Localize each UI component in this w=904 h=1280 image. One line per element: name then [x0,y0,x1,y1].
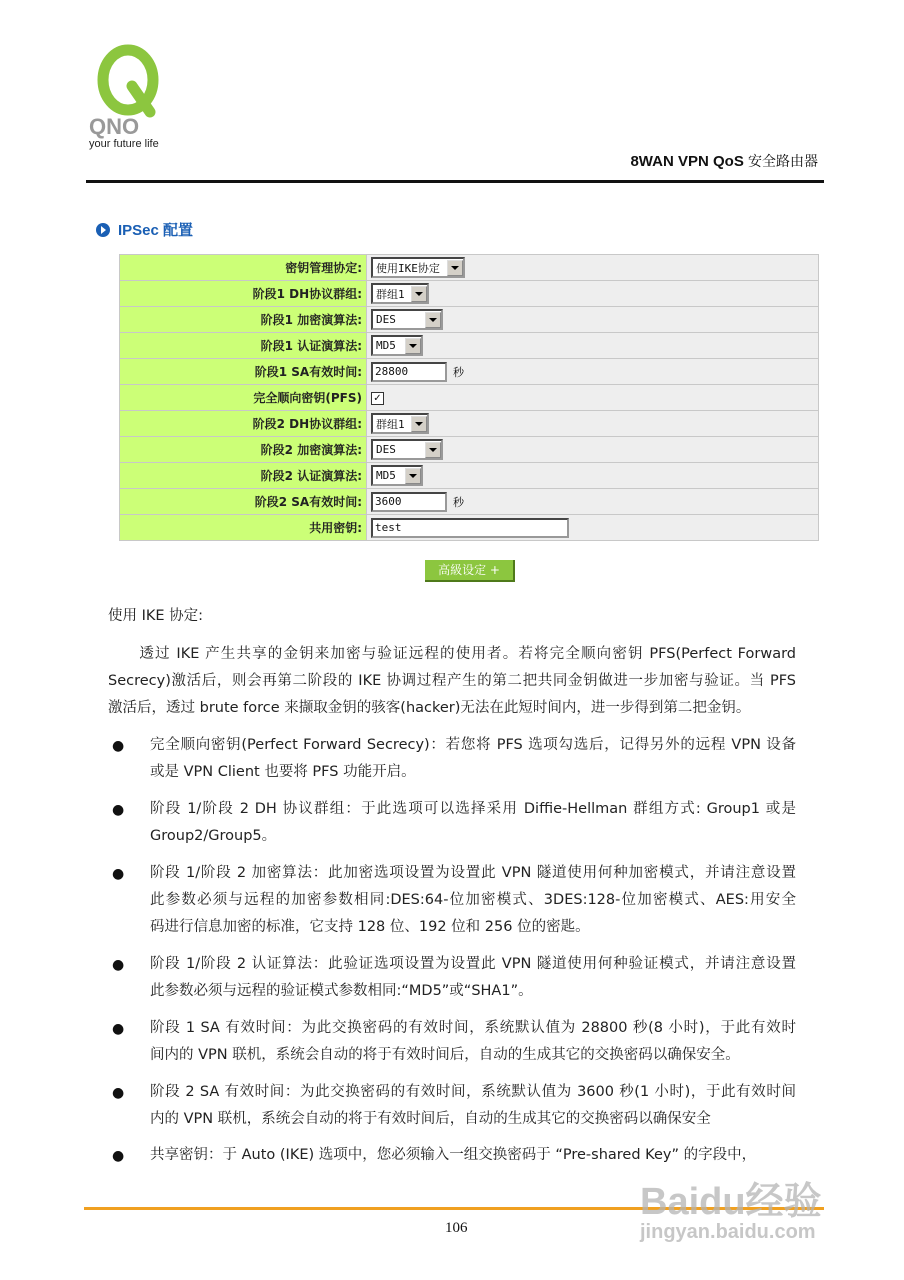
config-row [120,437,819,463]
select-value: 使用IKE协定 [376,261,440,275]
product-name: 8WAN VPN QoS [630,153,744,170]
config-value [367,411,819,437]
config-value [367,437,819,463]
config-row [120,255,819,281]
bullet-line: 完全顺向密钥(Perfect Forward Secrecy)：若您将 PFS 选项勾选后，记得另外的远程 VPN 设备 [150,737,796,753]
config-row [120,411,819,437]
config-value [367,385,819,411]
ipsec-config-table [119,254,819,541]
section-title: IPSec 配置 [118,222,194,239]
bullet-line: 此参数必须与远程的验证模式参数相同:“MD5”或“SHA1”。 [150,983,533,999]
select-value: MD5 [376,469,396,482]
bullet-item [150,1079,796,1133]
config-value [367,515,819,541]
config-value [367,307,819,333]
select-value: DES [376,313,396,326]
config-label: 完全顺向密钥(PFS) [120,385,367,411]
config-row [120,515,819,541]
bullet-item [150,860,796,941]
product-title [630,151,818,171]
config-label: 阶段1 加密演算法: [120,307,367,333]
watermark-url: jingyan.baidu.com [640,1221,816,1243]
config-select[interactable] [371,257,465,278]
paragraph-line: Secrecy)激活后，则会再第二阶段的 IKE 协调过程产生的第二把共同金钥做进一步加密与验证。当 PFS [108,673,796,689]
bullet-line: 阶段 1/阶段 2 DH 协议群组：于此选项可以选择采用 Diffie-Hellman 群组方式: Group1 或是 [150,801,796,817]
unit-label: 秒 [453,365,464,379]
unit-label: 秒 [453,495,464,509]
config-select[interactable] [371,465,423,486]
chevron-down-icon[interactable] [425,312,441,328]
bullet-icon: ● [112,1148,125,1164]
logo-tagline: your future life [89,138,159,150]
config-label: 阶段2 加密演算法: [120,437,367,463]
baidu-watermark [640,1170,822,1244]
config-row [120,359,819,385]
select-value: 群组1 [376,287,405,301]
bullet-line: Group2/Group5。 [150,828,277,844]
config-select[interactable] [371,413,429,434]
chevron-down-icon[interactable] [411,286,427,302]
heading-text: 使用 IKE 协定: [108,608,204,624]
bullet-item [150,796,796,850]
bullet-icon: ● [112,738,125,754]
config-row [120,333,819,359]
config-label: 阶段2 SA有效时间: [120,489,367,515]
config-label: 阶段2 DH协议群组: [120,411,367,437]
config-value [367,463,819,489]
config-label: 阶段2 认证演算法: [120,463,367,489]
intro-paragraph [108,641,796,722]
bullet-item [150,1015,796,1069]
bullet-icon: ● [112,866,125,882]
config-value [367,489,819,515]
config-row [120,489,819,515]
config-input[interactable]: test [371,518,569,538]
bullet-line: 此参数必须与远程的加密参数相同:DES:64-位加密模式、3DES:128-位加密模式、AES:用安全 [150,892,796,908]
bullet-line: 共享密钥：于 Auto (IKE) 选项中，您必须输入一组交换密码于 “Pre-shared Key” 的字段中， [150,1147,757,1163]
bullet-line: 阶段 1/阶段 2 认证算法：此验证选项设置为设置此 VPN 隧道使用何种验证模式，并请注意设置 [150,956,796,972]
select-value: 群组1 [376,417,405,431]
bullet-item [150,1142,796,1169]
bullet-line: 或是 VPN Client 也要将 PFS 功能开启。 [150,764,416,780]
header-rule [86,180,824,183]
config-value [367,255,819,281]
config-value [367,359,819,385]
paragraph-line: 激活后，透过 brute force 来撷取金钥的骇客(hacker)无法在此短时间内，进一步得到第二把金钥。 [108,700,751,716]
config-row [120,307,819,333]
svg-text:QNO: QNO [89,114,140,139]
watermark-brand: Baidu经验 [640,1181,822,1223]
config-label: 阶段1 DH协议群组: [120,281,367,307]
chevron-down-icon[interactable] [447,260,463,276]
product-name-cn: 安全路由器 [748,153,818,169]
config-label: 阶段1 认证演算法: [120,333,367,359]
bullet-icon: ● [112,802,125,818]
config-select[interactable] [371,335,423,356]
bullet-item [150,732,796,786]
config-label: 共用密钥: [120,515,367,541]
config-row [120,463,819,489]
pfs-checkbox[interactable]: ✓ [371,392,384,405]
bullet-item [150,951,796,1005]
config-value [367,281,819,307]
config-label: 阶段1 SA有效时间: [120,359,367,385]
chevron-down-icon[interactable] [425,442,441,458]
chevron-down-icon[interactable] [411,416,427,432]
select-value: DES [376,443,396,456]
bullet-line: 阶段 2 SA 有效时间：为此交换密码的有效时间，系统默认值为 3600 秒(1 小时)，于此有效时间 [150,1084,796,1100]
config-select[interactable] [371,439,443,460]
config-input[interactable]: 28800 [371,362,447,382]
bullet-line: 内的 VPN 联机，系统会自动的将于有效时间后，自动的生成其它的交换密码以确保安全 [150,1111,711,1127]
arrow-circle-icon [96,223,110,237]
config-row [120,385,819,411]
section-heading [96,219,193,240]
chevron-down-icon[interactable] [405,468,421,484]
bullet-line: 间内的 VPN 联机，系统会自动的将于有效时间后，自动的生成其它的交换密码以确保安全。 [150,1047,740,1063]
config-select[interactable] [371,309,443,330]
qno-logo [88,42,178,152]
bullet-line: 码进行信息加密的标准，它支持 128 位、192 位和 256 位的密匙。 [150,919,590,935]
config-value [367,333,819,359]
config-label: 密钥管理协定: [120,255,367,281]
page-number: 106 [445,1220,468,1236]
bullet-line: 阶段 1/阶段 2 加密算法：此加密选项设置为设置此 VPN 隧道使用何种加密模式，并请注意设置 [150,865,796,881]
config-select[interactable] [371,283,429,304]
bullet-icon: ● [112,1021,125,1037]
bullet-icon: ● [112,1085,125,1101]
ike-heading [108,603,796,630]
select-value: MD5 [376,339,396,352]
chevron-down-icon[interactable] [405,338,421,354]
config-row [120,281,819,307]
bullet-line: 阶段 1 SA 有效时间：为此交换密码的有效时间，系统默认值为 28800 秒(8 小时)，于此有效时 [150,1020,796,1036]
paragraph-line: 透过 IKE 产生共享的金钥来加密与验证远程的使用者。若将完全顺向密钥 PFS(Perfect Forward [108,646,796,662]
config-input[interactable]: 3600 [371,492,447,512]
bullet-icon: ● [112,957,125,973]
advanced-settings-button[interactable]: 高級设定 + [425,560,515,582]
